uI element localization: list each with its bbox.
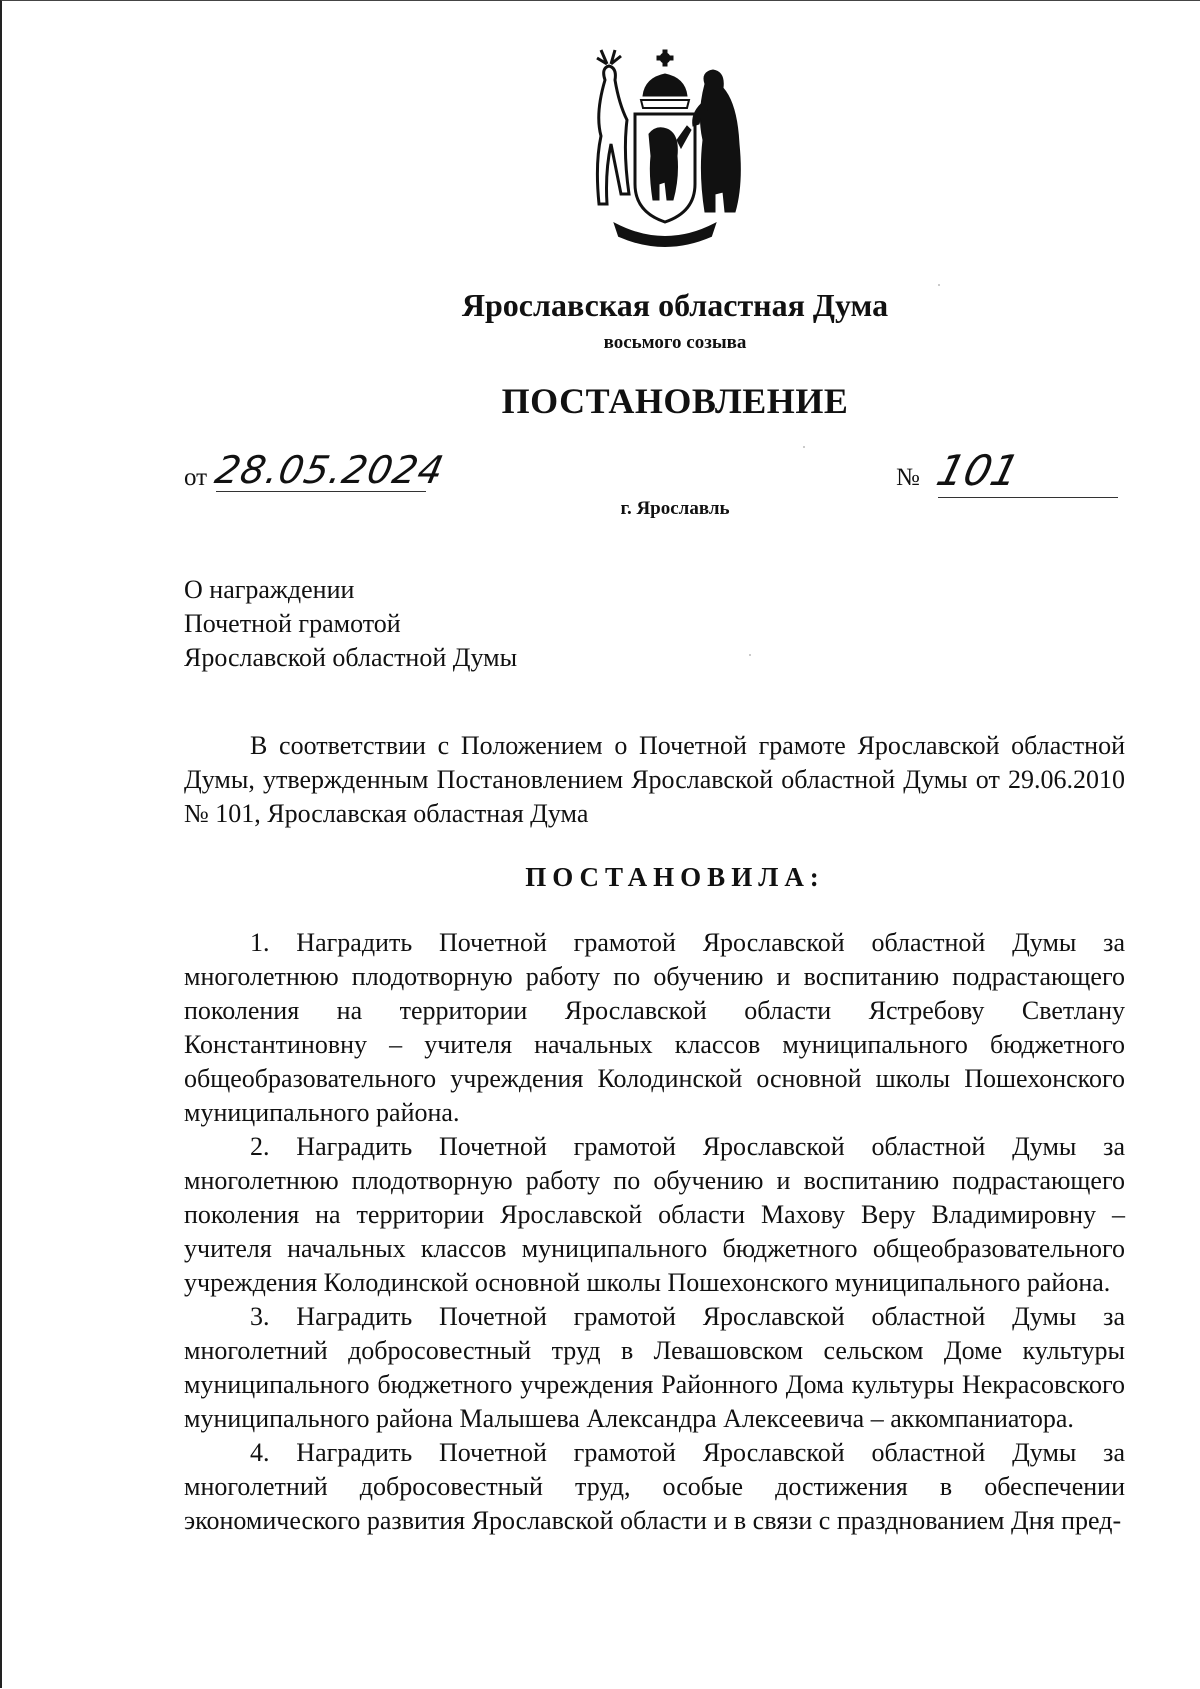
handwritten-date: 28.05.2024 [211, 448, 449, 492]
handwritten-number: 101 [931, 446, 1025, 495]
document-type: ПОСТАНОВЛЕНИЕ [501, 381, 849, 421]
scan-speck [749, 654, 751, 656]
date-prefix: от [184, 464, 208, 491]
subject-block [184, 573, 517, 675]
resolution-item: 4. Наградить Почетной грамотой Ярославской областной Думы за многолетний добросовестный труд, особые достижения в обеспечении экономического развития Ярославской области и в связи с празднованием Дня пред- [184, 1438, 1125, 1535]
resolution-item: 1. Наградить Почетной грамотой Ярославской областной Думы за многолетнюю плодотворную работу по обучению и воспитанию подрастающего поколения на территории Ярославской области Ястребову Светлану Константиновну – учителя начальных классов муниципального бюджетного общеобразовательного учреждения Колодинской основной школы Пошехонского муниципального района. [184, 928, 1125, 1127]
resolved-heading: ПОСТАНОВИЛА: [525, 862, 825, 892]
scan-speck [938, 284, 940, 286]
subject-line: О награждении [184, 575, 355, 604]
resolution-item: 3. Наградить Почетной грамотой Ярославской областной Думы за многолетний добросовестный труд в Левашовском сельском Доме культуры муниципального бюджетного учреждения Районного Дома культуры Некрасовского муниципального района Малышева Александра Алексеевича – аккомпаниатора. [184, 1302, 1125, 1433]
resolution-item: 2. Наградить Почетной грамотой Ярославской областной Думы за многолетнюю плодотворную работу по обучению и воспитанию подрастающего поколения на территории Ярославской области Махову Веру Владимировну – учителя начальных классов муниципального бюджетного общеобразовательного учреждения Колодинской основной школы Пошехонского муниципального района. [184, 1132, 1125, 1297]
subject-line: Ярославской областной Думы [184, 643, 518, 672]
yaroslavl-oblast-coat-of-arms-icon [575, 44, 755, 250]
city-label: г. Ярославль [620, 498, 730, 519]
date-underline [216, 491, 426, 492]
resolution-items [184, 926, 1125, 1538]
number-prefix: № [896, 464, 920, 491]
organization-title: Ярославская областная Дума [461, 287, 889, 323]
convocation-label: восьмого созыва [603, 332, 747, 353]
scan-speck [803, 446, 805, 448]
subject-line: Почетной грамотой [184, 609, 401, 638]
preamble-paragraph: В соответствии с Положением о Почетной грамоте Ярославской областной Думы, утвержденным Постановлением Ярославской областной Думы от 29.06.2010 № 101, Ярославская областная Дума [184, 731, 1125, 828]
